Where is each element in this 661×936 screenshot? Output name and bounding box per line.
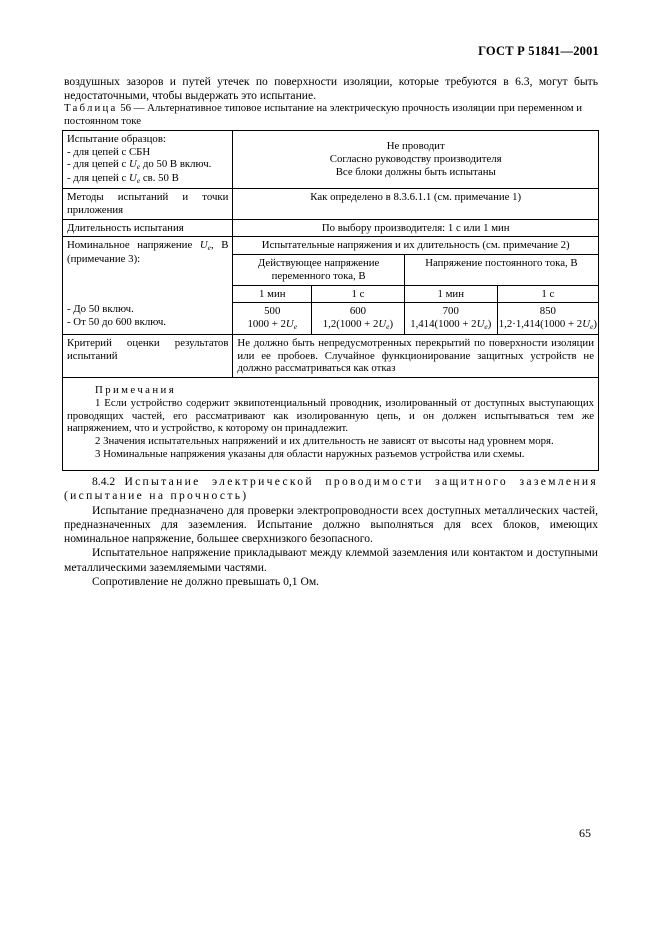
duration-value-cell: По выбору производителя: 1 с или 1 мин bbox=[233, 219, 599, 237]
table-row bbox=[63, 219, 599, 237]
voltage-label-cell: Номинальное напряжение $U_e$, В (примечание 3): - До 50 включ. - От 50 до 600 включ. bbox=[63, 237, 233, 335]
dc-1s-values: 850 $1,2\cdot 1,414(1000 + 2U_e)$ bbox=[497, 303, 598, 335]
duration-label-cell: Длительность испытания bbox=[63, 219, 233, 237]
ac-1min-header: 1 мин bbox=[233, 285, 312, 303]
note-1: 1 Если устройство содержит эквипотенциальный проводник, изолированный от доступных выступающих проводящих частей, его рассматривают как изолированную цепь, и он должен испытываться тем же напряжением, что и устройство, к которому он принадлежит. bbox=[67, 396, 594, 435]
table-caption bbox=[64, 102, 598, 127]
dc-1min-values: 700 $1,414(1000 + 2U_e)$ bbox=[404, 303, 497, 335]
table-row bbox=[63, 237, 599, 255]
table-row bbox=[63, 131, 599, 189]
dc-1min-header: 1 мин bbox=[404, 285, 497, 303]
table-caption-text: 56 — Альтернативное типовое испытание на электрическую прочность изоляции при переменном и постоянном токе bbox=[64, 102, 583, 127]
notes-cell bbox=[63, 378, 599, 471]
ac-1s-values: 600 $1,2(1000 + 2U_e)$ bbox=[312, 303, 405, 335]
dc-1s-header: 1 с bbox=[497, 285, 598, 303]
dc-header: Напряжение постоянного тока, В bbox=[404, 255, 598, 285]
spec-table bbox=[62, 130, 599, 471]
section-title: Испытание электрической проводимости защитного заземления (испытание на прочность) bbox=[64, 475, 598, 503]
note-2: 2 Значения испытательных напряжений и их длительность не зависят от высоты над уровнем моря. bbox=[95, 435, 554, 448]
intro-paragraph: воздушных зазоров и путей утечек по поверхности изоляции, которые требуются в 6.3, могут быть недостаточными, чтобы выдержать это испытание. bbox=[64, 75, 598, 103]
voltage-range-1: - До 50 включ. bbox=[67, 302, 134, 315]
section-paragraph-2: Испытательное напряжение прикладывают между клеммой заземления или контактом и доступными металлическими заземляемыми частями. bbox=[64, 546, 598, 574]
page-number: 65 bbox=[579, 826, 591, 840]
table-caption-label: Таблица bbox=[64, 102, 118, 114]
criteria-label-cell: Критерий оценки результатов испытаний bbox=[63, 334, 233, 377]
section-number: 8.4.2 bbox=[92, 475, 116, 488]
ac-1s-header: 1 с bbox=[312, 285, 405, 303]
section-8-4-2 bbox=[64, 475, 598, 589]
criteria-value-cell: Не должно быть непредусмотренных перекрытий по поверхности изоляции или ее пробоев. Случайное функционирование защитных устройств не должно рассматриваться как отказ bbox=[233, 334, 599, 377]
methods-value-cell: Как определено в 8.3.6.1.1 (см. примечание 1) bbox=[233, 189, 599, 219]
table-row bbox=[63, 189, 599, 219]
voltage-group-header: Испытательные напряжения и их длительность (см. примечание 2) bbox=[233, 237, 599, 255]
table-row bbox=[63, 378, 599, 471]
voltage-range-2: - От 50 до 600 включ. bbox=[67, 315, 167, 328]
ac-1min-values: 500 $1000 + 2U_e$ bbox=[233, 303, 312, 335]
samples-value-cell: Не проводит Согласно руководству производителя Все блоки должны быть испытаны bbox=[233, 131, 599, 189]
table-row bbox=[63, 334, 599, 377]
section-paragraph-1: Испытание предназначено для проверки электропроводности всех доступных металлических частей, предназначенных для заземления. Испытание должно выполняться для всех блоков, имеющих номинальное напряжение, большее сверхнизкого безопасного. bbox=[64, 503, 598, 545]
document-header: ГОСТ Р 51841—2001 bbox=[478, 44, 599, 58]
section-paragraph-3: Сопротивление не должно превышать 0,1 Ом. bbox=[92, 574, 320, 588]
samples-label-cell: Испытание образцов: - для цепей с СБН - для цепей с $U_e$ до 50 В включ. - для цепей с $U_e$ св. 50 В bbox=[63, 131, 233, 189]
notes-title: Примечания bbox=[95, 384, 177, 397]
methods-label-cell: Методы испытаний и точки приложения bbox=[63, 189, 233, 219]
note-3: 3 Номинальные напряжения указаны для области наружных разъемов устройства или схемы. bbox=[95, 447, 525, 460]
section-heading bbox=[64, 475, 598, 504]
ac-header: Действующее напряжение переменного тока, В bbox=[233, 255, 404, 285]
